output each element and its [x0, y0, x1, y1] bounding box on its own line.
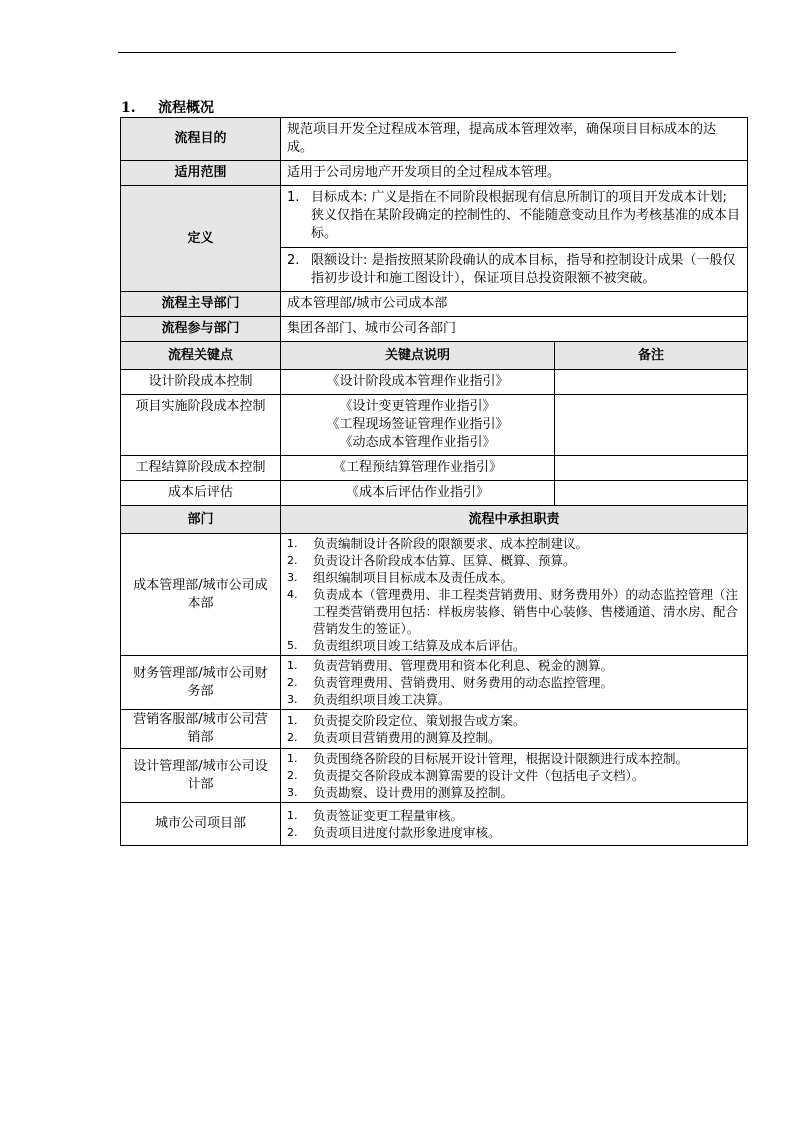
duty-list-cell — [281, 749, 748, 803]
guideline-ref: 《工程现场签证管理作业指引》 — [326, 417, 509, 432]
keypoint-note — [555, 370, 748, 395]
keypoint-note — [555, 395, 748, 456]
purpose-label: 流程目的 — [121, 118, 281, 161]
keypoint-header-desc: 关键点说明 — [281, 342, 555, 370]
keypoint-name: 工程结算阶段成本控制 — [121, 456, 281, 481]
purpose-text: 规范项目开发全过程成本管理，提高成本管理效率，确保项目目标成本的达成。 — [281, 118, 748, 161]
guideline-ref: 《设计变更管理作业指引》 — [339, 399, 496, 414]
keypoint-note — [555, 481, 748, 506]
lead-dept-row — [121, 292, 748, 317]
duty-item: 3. 组织编制项目目标成本及责任成本。 — [287, 570, 514, 585]
keypoint-desc — [281, 370, 555, 395]
keypoint-name: 成本后评估 — [121, 481, 281, 506]
keypoint-desc — [281, 481, 555, 506]
duty-list-cell — [281, 803, 748, 846]
duty-list — [287, 535, 741, 654]
responsibility-header-row — [121, 506, 748, 534]
scope-row — [121, 161, 748, 186]
guideline-ref: 《工程预结算管理作业指引》 — [332, 460, 502, 475]
duty-item: 2. 负责项目营销费用的测算及控制。 — [287, 730, 501, 745]
lead-dept-text: 成本管理部/城市公司成本部 — [281, 292, 748, 317]
participant-dept-row — [121, 317, 748, 342]
duty-item: 1. 负责编制设计各阶段的限额要求、成本控制建议。 — [287, 536, 589, 551]
scope-text: 适用于公司房地产开发项目的全过程成本管理。 — [281, 161, 748, 186]
keypoint-header-point: 流程关键点 — [121, 342, 281, 370]
guideline-ref: 《成本后评估作业指引》 — [345, 485, 489, 500]
keypoint-header-row — [121, 342, 748, 370]
duty-item: 3. 负责组织项目竣工决算。 — [287, 692, 451, 707]
responsibility-row — [121, 710, 748, 749]
definition-number: 1. — [287, 190, 300, 205]
duty-item: 3. 负责勘察、设计费用的测算及控制。 — [287, 785, 514, 800]
department-name: 设计管理部/城市公司设计部 — [121, 749, 281, 803]
keypoint-row — [121, 370, 748, 395]
scope-label: 适用范围 — [121, 161, 281, 186]
guideline-ref: 《设计阶段成本管理作业指引》 — [326, 374, 509, 389]
definition-item — [287, 187, 741, 245]
keypoint-note — [555, 456, 748, 481]
duty-item: 2. 负责管理费用、营销费用、财务费用的动态监控管理。 — [287, 675, 614, 690]
definition-item — [287, 250, 741, 290]
keypoint-desc — [281, 395, 555, 456]
duty-item: 1. 负责营销费用、管理费用和资本化利息、税金的测算。 — [287, 658, 614, 673]
responsibility-row — [121, 803, 748, 846]
header-rule — [118, 52, 676, 53]
department-name: 营销客服部/城市公司营销部 — [121, 710, 281, 749]
duty-item: 2. 负责项目进度付款形象进度审核。 — [287, 825, 501, 840]
duty-item: 1. 负责签证变更工程量审核。 — [287, 808, 464, 823]
keypoint-name: 项目实施阶段成本控制 — [121, 395, 281, 456]
duty-item: 2. 负责提交各阶段成本测算需要的设计文件（包括电子文档）。 — [287, 768, 645, 783]
keypoint-row — [121, 481, 748, 506]
duty-item: 5. 负责组织项目竣工结算及成本后评估。 — [287, 638, 526, 653]
department-name: 财务管理部/城市公司财务部 — [121, 656, 281, 710]
duty-list-cell — [281, 656, 748, 710]
definition-text: 目标成本: 广义是指在不同阶段根据现有信息所制订的项目开发成本计划; 狭义仅指在某阶段确定的控制性的、不能随意变动且作为考核基准的成本目标。 — [311, 190, 741, 241]
keypoint-name: 设计阶段成本控制 — [121, 370, 281, 395]
keypoint-desc — [281, 456, 555, 481]
process-overview-table — [120, 117, 748, 846]
department-name: 成本管理部/城市公司成本部 — [121, 534, 281, 656]
responsibility-header-dept: 部门 — [121, 506, 281, 534]
duty-item: 2. 负责设计各阶段成本估算、匡算、概算、预算。 — [287, 553, 576, 568]
keypoint-row — [121, 395, 748, 456]
duty-list — [287, 807, 741, 841]
definition-number: 2. — [287, 253, 300, 268]
definition-divider — [281, 247, 747, 248]
section-heading — [121, 97, 214, 117]
guideline-ref: 《动态成本管理作业指引》 — [339, 435, 496, 450]
duty-list-cell — [281, 710, 748, 749]
purpose-row — [121, 118, 748, 161]
department-name: 城市公司项目部 — [121, 803, 281, 846]
responsibility-row — [121, 656, 748, 710]
section-title: 流程概况 — [158, 100, 214, 116]
lead-dept-label: 流程主导部门 — [121, 292, 281, 317]
section-number: 1. — [121, 100, 136, 116]
participant-dept-text: 集团各部门、城市公司各部门 — [281, 317, 748, 342]
duty-item: 1. 负责提交阶段定位、策划报告或方案。 — [287, 713, 526, 728]
definition-row — [121, 186, 748, 292]
definition-cell — [281, 186, 748, 292]
keypoint-header-note: 备注 — [555, 342, 748, 370]
keypoint-row — [121, 456, 748, 481]
duty-item: 4. 负责成本（管理费用、非工程类营销费用、财务费用外）的动态监控管理（注工程类营销费用包括：样板房装修、销售中心装修、售楼通道、清水房、配合营销发生的签证）。 — [287, 587, 739, 636]
duty-list — [287, 712, 741, 746]
participant-dept-label: 流程参与部门 — [121, 317, 281, 342]
duty-list — [287, 750, 741, 801]
responsibility-row — [121, 749, 748, 803]
duty-list — [287, 657, 741, 708]
duty-item: 1. 负责围绕各阶段的目标展开设计管理，根据设计限额进行成本控制。 — [287, 751, 689, 766]
definition-text: 限额设计: 是指按照某阶段确认的成本目标，指导和控制设计成果（一般仅指初步设计和施工图设计），保证项目总投资限额不被突破。 — [311, 253, 736, 286]
responsibility-header-duty: 流程中承担职责 — [281, 506, 748, 534]
definition-label: 定义 — [121, 186, 281, 292]
duty-list-cell — [281, 534, 748, 656]
responsibility-row — [121, 534, 748, 656]
